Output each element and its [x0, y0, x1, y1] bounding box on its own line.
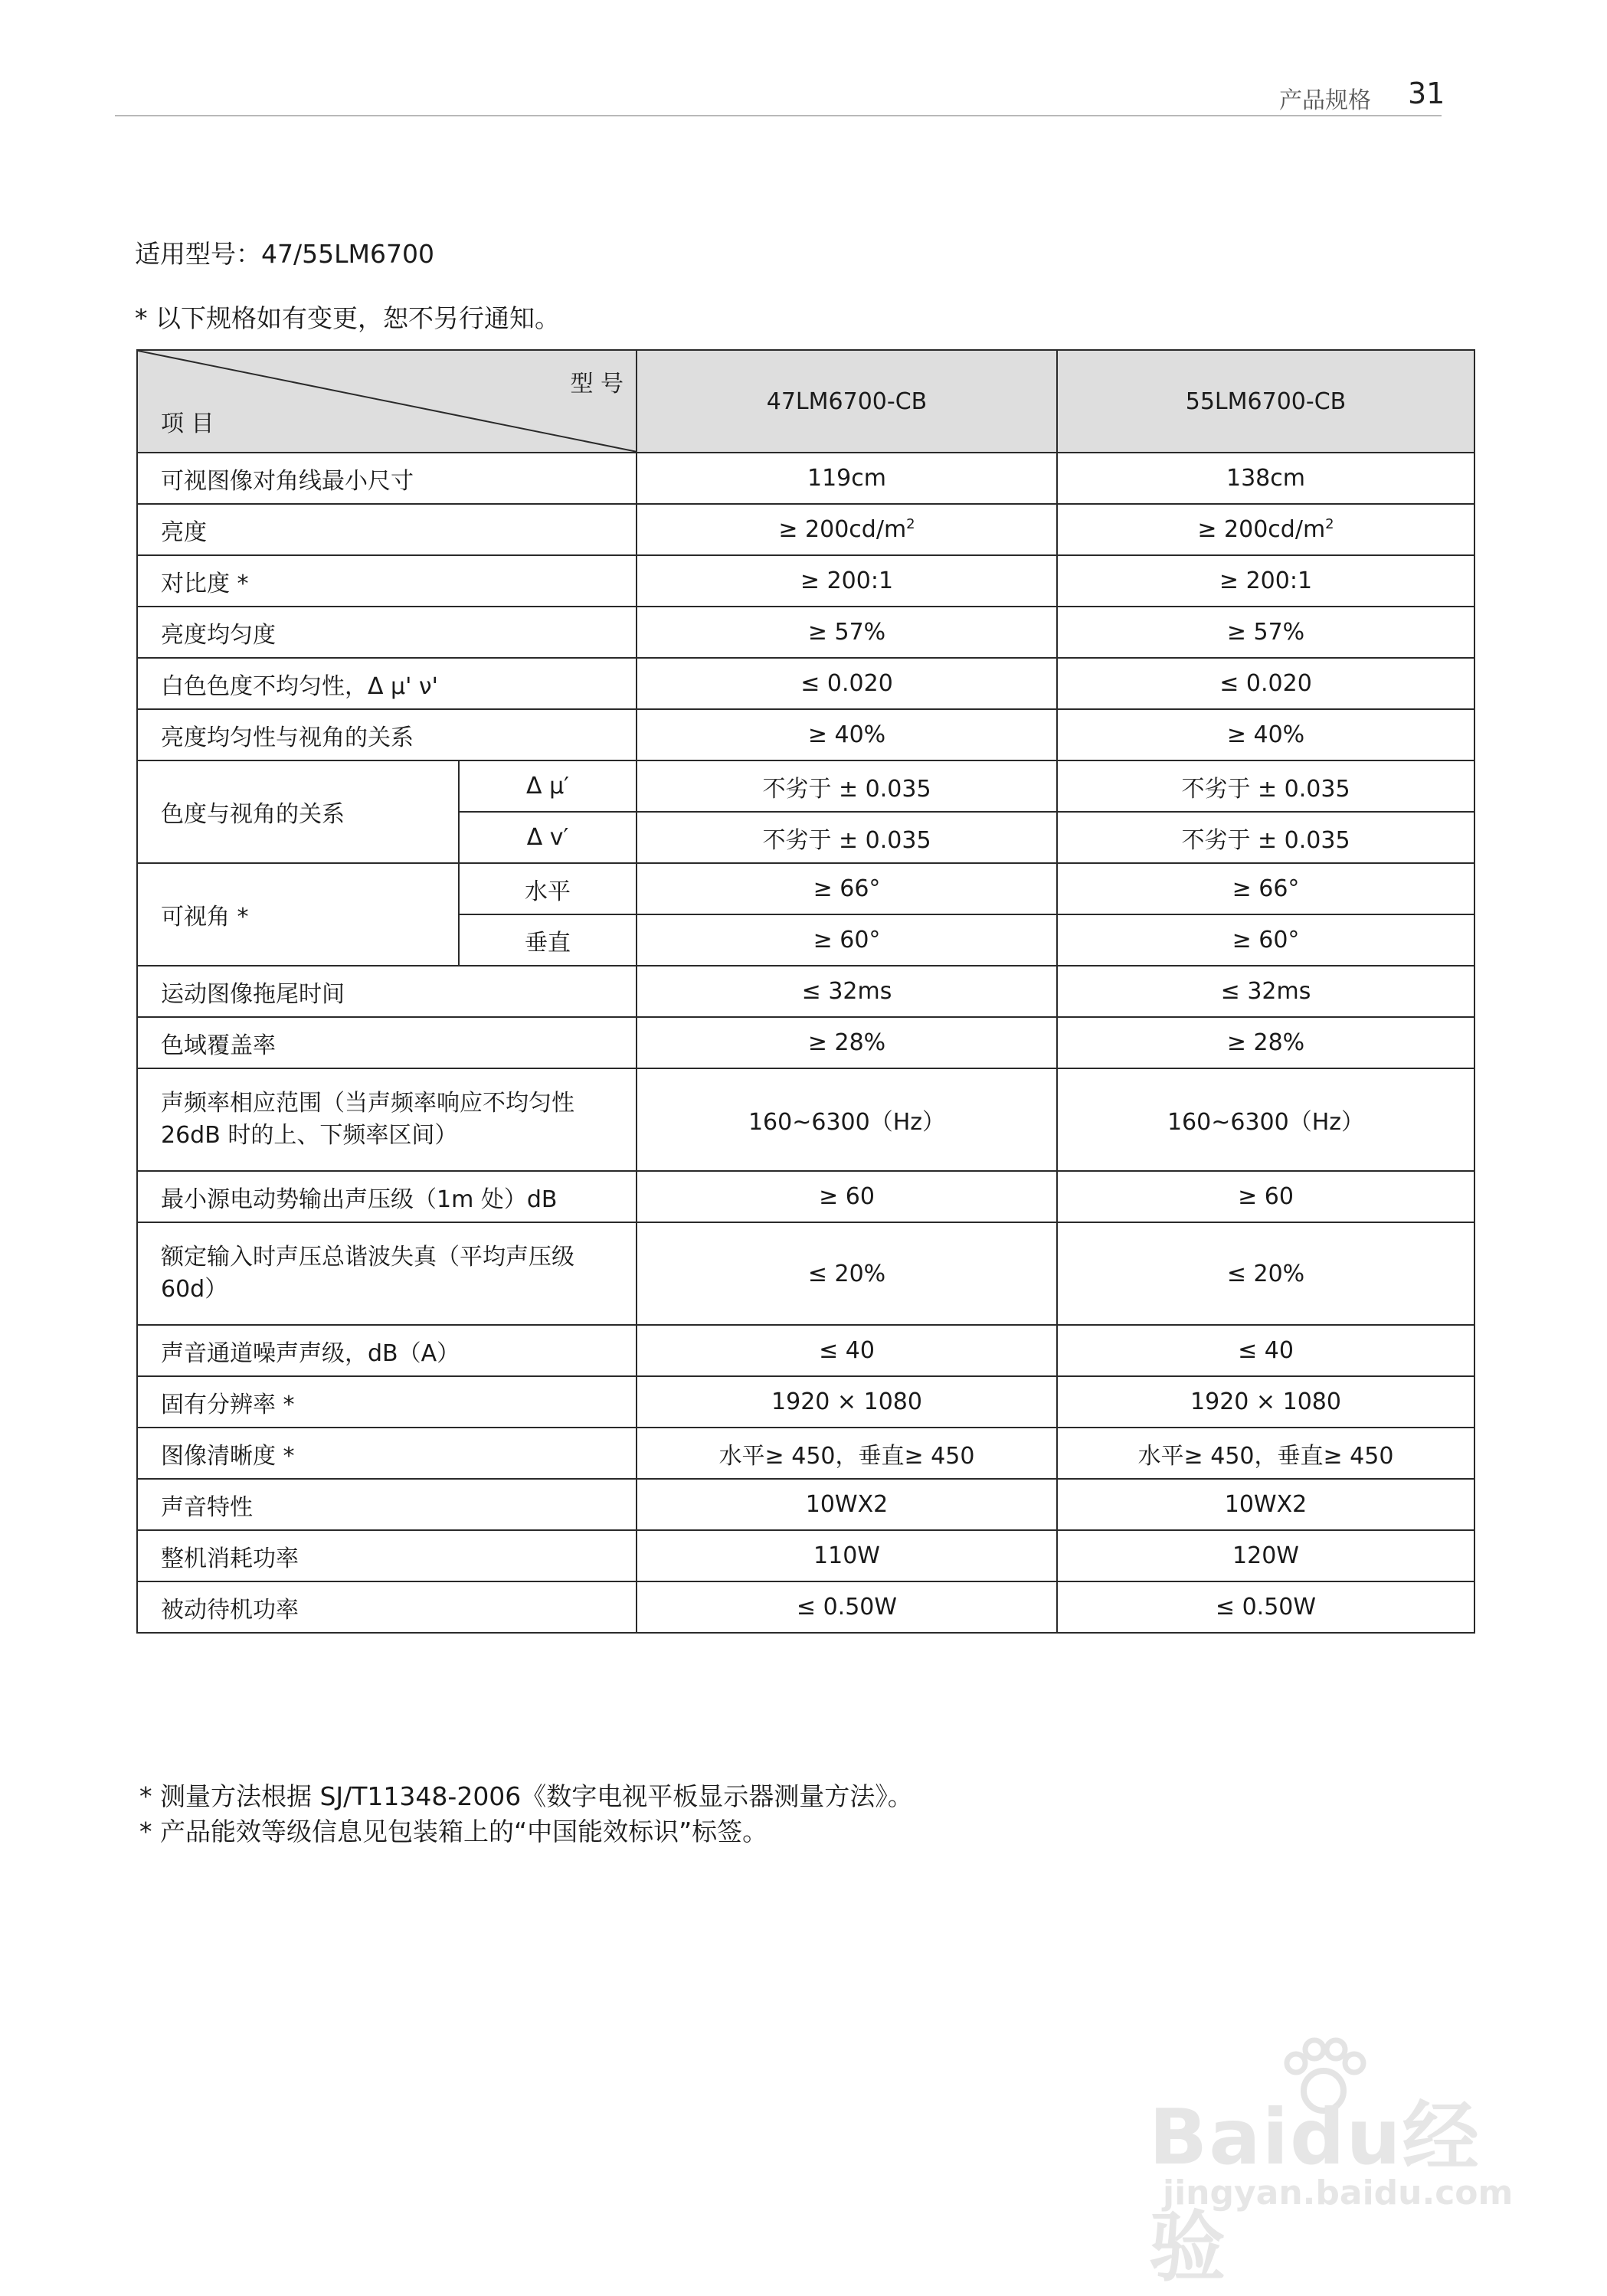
- table-row: [137, 760, 1474, 812]
- table-row: [137, 709, 1474, 760]
- value-a: 水平≥ 450，垂直≥ 450: [637, 1428, 1057, 1479]
- header-divider: [115, 115, 1442, 116]
- table-row: [137, 453, 1474, 504]
- spec-table: [136, 349, 1475, 1634]
- value-a: ≤ 0.020: [637, 658, 1057, 709]
- value-a: ≥ 60°: [637, 914, 1057, 966]
- value-a: 110W: [637, 1530, 1057, 1581]
- value-a: 1920 × 1080: [637, 1376, 1057, 1428]
- value-a: 不劣于 ± 0.035: [637, 812, 1057, 863]
- table-row: [137, 1017, 1474, 1068]
- value-a: ≥ 28%: [637, 1017, 1057, 1068]
- value-b: ≤ 0.50W: [1057, 1581, 1474, 1633]
- sub-label: Δ v′: [459, 812, 637, 863]
- item-header-label: 项 目: [161, 410, 214, 437]
- row-label: 声音特性: [137, 1479, 637, 1530]
- table-row: [137, 658, 1474, 709]
- value-b: 不劣于 ± 0.035: [1057, 812, 1474, 863]
- value-a: 160~6300（Hz）: [637, 1068, 1057, 1171]
- value-a: ≤ 20%: [637, 1222, 1057, 1325]
- model-b-header: 55LM6700-CB: [1057, 350, 1474, 453]
- value-b: ≥ $200cd/m^2$: [1057, 504, 1474, 555]
- value-b: ≥ 60°: [1057, 914, 1474, 966]
- value-b: ≥ 57%: [1057, 607, 1474, 658]
- value-b: ≥ 66°: [1057, 863, 1474, 914]
- table-row: [137, 607, 1474, 658]
- value-b: ≥ 28%: [1057, 1017, 1474, 1068]
- value-a: ≥ 66°: [637, 863, 1057, 914]
- table-row: [137, 1376, 1474, 1428]
- watermark-url: jingyan.baidu.com: [1163, 2173, 1514, 2213]
- row-label-line: 26dB 时的上、下频率区间）: [161, 1122, 458, 1149]
- applicable-model: 适用型号：47/55LM6700: [135, 239, 434, 269]
- sub-label: Δ μ′: [459, 760, 637, 812]
- section-title: 产品规格: [1279, 87, 1371, 114]
- value-a: ≥ 40%: [637, 709, 1057, 760]
- row-label: 亮度均匀性与视角的关系: [137, 709, 637, 760]
- value-a: 10WX2: [637, 1479, 1057, 1530]
- footnote: * 测量方法根据 SJ/T11348-2006《数字电视平板显示器测量方法》。: [139, 1781, 913, 1811]
- row-label: 固有分辨率 *: [137, 1376, 637, 1428]
- table-row: [137, 555, 1474, 607]
- row-label: 声音通道噪声声级，dB（A）: [137, 1325, 637, 1376]
- table-row: [137, 1479, 1474, 1530]
- row-label: 色度与视角的关系: [137, 760, 459, 863]
- model-a-header: 47LM6700-CB: [637, 350, 1057, 453]
- row-label: 白色色度不均匀性，Δ μ' ν': [137, 658, 637, 709]
- value-a: ≤ 32ms: [637, 966, 1057, 1017]
- value-b: 水平≥ 450，垂直≥ 450: [1057, 1428, 1474, 1479]
- model-header-label: 型 号: [570, 371, 623, 397]
- baidu-watermark: [1149, 2037, 1547, 2292]
- watermark-logo: Baidu经验: [1149, 2092, 1481, 2292]
- page-number: 31: [1408, 77, 1445, 110]
- row-label: 整机消耗功率: [137, 1530, 637, 1581]
- row-label: 可视图像对角线最小尺寸: [137, 453, 637, 504]
- table-row: [137, 1222, 1474, 1325]
- table-row: [137, 1581, 1474, 1633]
- row-label-line: 60d）: [161, 1276, 228, 1303]
- row-label: 亮度: [137, 504, 637, 555]
- row-label: 对比度 *: [137, 555, 637, 607]
- value-b: ≤ 40: [1057, 1325, 1474, 1376]
- table-row: [137, 1428, 1474, 1479]
- table-row: [137, 863, 1474, 914]
- row-label: 被动待机功率: [137, 1581, 637, 1633]
- table-header-row: [137, 350, 1474, 453]
- value-b: ≤ 32ms: [1057, 966, 1474, 1017]
- row-label: 可视角 *: [137, 863, 459, 966]
- row-label: 最小源电动势输出声压级（1m 处）dB: [137, 1171, 637, 1222]
- change-notice: * 以下规格如有变更，恕不另行通知。: [135, 303, 560, 333]
- row-label: 亮度均匀度: [137, 607, 637, 658]
- value-a: ≥ $200cd/m^2$: [637, 504, 1057, 555]
- header-diagonal-cell: [137, 350, 637, 453]
- row-label-line: 额定输入时声压总谐波失真（平均声压级: [161, 1244, 574, 1271]
- table-row: [137, 1325, 1474, 1376]
- value-a: ≥ 60: [637, 1171, 1057, 1222]
- value-a: 119cm: [637, 453, 1057, 504]
- value-b: 1920 × 1080: [1057, 1376, 1474, 1428]
- value-b: 138cm: [1057, 453, 1474, 504]
- value-b: 120W: [1057, 1530, 1474, 1581]
- table-row: [137, 504, 1474, 555]
- row-label-line: 声频率相应范围（当声频率响应不均匀性: [161, 1090, 574, 1117]
- value-a: 不劣于 ± 0.035: [637, 760, 1057, 812]
- value-b: 10WX2: [1057, 1479, 1474, 1530]
- row-label: 图像清晰度 *: [137, 1428, 637, 1479]
- value-b: ≥ 60: [1057, 1171, 1474, 1222]
- value-b: ≥ 40%: [1057, 709, 1474, 760]
- table-row: [137, 1530, 1474, 1581]
- value-a: ≤ 0.50W: [637, 1581, 1057, 1633]
- value-b: ≤ 20%: [1057, 1222, 1474, 1325]
- row-label: [137, 1068, 637, 1171]
- table-row: [137, 966, 1474, 1017]
- table-row: [137, 1171, 1474, 1222]
- value-a: ≥ 57%: [637, 607, 1057, 658]
- row-label: [137, 1222, 637, 1325]
- footnote: * 产品能效等级信息见包装箱上的“中国能效标识”标签。: [139, 1817, 768, 1846]
- sub-label: 垂直: [459, 914, 637, 966]
- value-b: 160~6300（Hz）: [1057, 1068, 1474, 1171]
- value-a: ≥ 200:1: [637, 555, 1057, 607]
- value-b: ≥ 200:1: [1057, 555, 1474, 607]
- value-a: ≤ 40: [637, 1325, 1057, 1376]
- row-label: 色域覆盖率: [137, 1017, 637, 1068]
- row-label: 运动图像拖尾时间: [137, 966, 637, 1017]
- value-b: ≤ 0.020: [1057, 658, 1474, 709]
- sub-label: 水平: [459, 863, 637, 914]
- value-b: 不劣于 ± 0.035: [1057, 760, 1474, 812]
- table-row: [137, 1068, 1474, 1171]
